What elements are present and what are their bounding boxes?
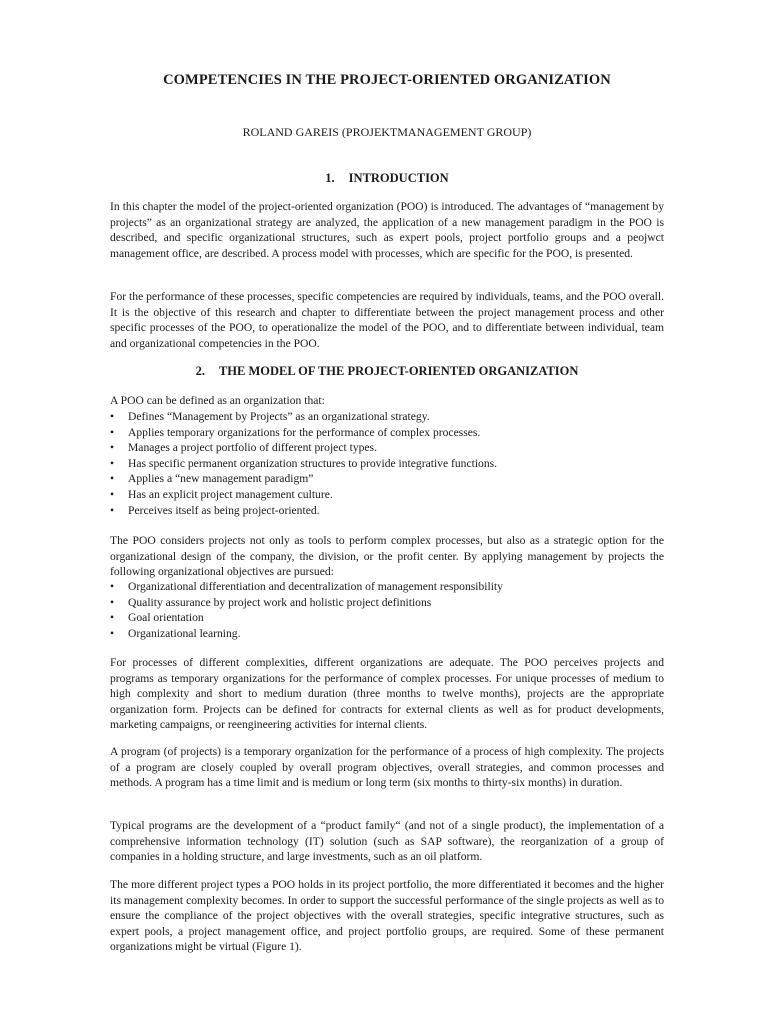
- section-2-heading: [110, 364, 664, 379]
- bullet-icon: •: [110, 410, 115, 423]
- section-2-paragraph-complexity: For processes of different complexities, different organizations are adequate. The POO perceives projects and programs as temporary organizations for the performance of complex processes. For unique processes of medium to high complexity and short to medium duration (three months to twelve months), projects are the appropriate organization form. Projects can be defined for contracts for external clients as well as for product developments, marketing campaigns, or reengineering activities for internal clients.: [110, 656, 664, 732]
- section-2-number: 2.: [195, 364, 205, 378]
- list-item: • Has specific permanent organization structures to provide integrative functions.: [110, 456, 498, 470]
- section-1-number: 1.: [325, 171, 335, 185]
- list-item: • Manages a project portfolio of different project types.: [110, 441, 377, 455]
- bullet-icon: •: [110, 472, 115, 486]
- list-item: • Applies a “new management paradigm”: [110, 472, 314, 486]
- list-item: • Applies temporary organizations for the performance of complex processes.: [110, 425, 481, 439]
- list-item: • Organizational differentiation and decentralization of management responsibility: [110, 580, 503, 593]
- section-2-intro: A POO can be defined as an organization that:: [110, 394, 325, 407]
- poo-definition-list: [110, 409, 664, 518]
- section-2-paragraph-portfolio: The more different project types a POO holds in its project portfolio, the more differentiated it becomes and the higher its management complexity becomes. In order to support the successful performance of the single projects as well as to ensure the compliance of the project objectives with the overall strategies, specific integrative structures, such as expert pools, a project management office, and project portfolio groups, are required. Some of these permanent organizations might be virtual (Figure 1).: [110, 878, 664, 954]
- bullet-icon: •: [110, 487, 115, 501]
- section-2-paragraph-typical-programs: Typical programs are the development of a “product family“ (and not of a single product), the implementation of a comprehensive information technology (IT) solution (such as SAP software), the reorganization of a group of companies in a holding structure, and large investments, such as an oil platform.: [110, 819, 664, 864]
- document-title: COMPETENCIES IN THE PROJECT-ORIENTED ORGANIZATION: [163, 72, 611, 88]
- section-1-paragraph-1: In this chapter the model of the project-oriented organization (POO) is introduced. The advantages of “management by projects” as an organizational strategy are analyzed, the application of a new management paradigm in the POO is described, and specific organizational structures, such as expert pools, project portfolio groups and a peojwct management office, are described. A process model with processes, which are specific for the POO, is presented.: [110, 200, 664, 260]
- section-2-title: THE MODEL OF THE PROJECT-ORIENTED ORGANIZATION: [218, 364, 579, 378]
- section-2-objectives-paragraph: The POO considers projects not only as tools to perform complex processes, but also as a strategic option for the organizational design of the company, the division, or the profit center. By applying management by projects the following organizational objectives are pursued:: [110, 534, 664, 579]
- list-item: • Quality assurance by project work and holistic project definitions: [110, 595, 432, 609]
- list-item: • Goal orientation: [110, 611, 204, 625]
- list-item: • Defines “Management by Projects” as an organizational strategy.: [110, 410, 430, 423]
- section-1-heading: [110, 171, 664, 186]
- list-item: • Has an explicit project management culture.: [110, 487, 333, 501]
- bullet-icon: •: [110, 441, 115, 455]
- bullet-icon: •: [110, 626, 115, 640]
- bullet-icon: •: [110, 595, 115, 609]
- list-item: • Perceives itself as being project-oriented.: [110, 503, 320, 517]
- bullet-icon: •: [110, 580, 115, 593]
- bullet-icon: •: [110, 503, 115, 517]
- list-item: • Organizational learning.: [110, 626, 241, 640]
- section-2-paragraph-program: A program (of projects) is a temporary organization for the performance of a process of high complexity. The projects of a program are closely coupled by overall program objectives, overall strategies, and common processes and methods. A program has a time limit and is medium or long term (six months to thirty-six months) in duration.: [110, 745, 664, 790]
- organizational-objectives-list: [110, 579, 664, 641]
- bullet-icon: •: [110, 425, 115, 439]
- section-1-title: INTRODUCTION: [348, 171, 449, 185]
- bullet-icon: •: [110, 456, 115, 470]
- section-1-paragraph-2: For the performance of these processes, specific competencies are required by individuals, teams, and the POO overall. It is the objective of this research and chapter to differentiate between the project management process and other specific processes of the POO, to operationalize the model of the POO, and to differentiate between individual, team and organizational competencies in the POO.: [110, 290, 664, 350]
- bullet-icon: •: [110, 611, 115, 625]
- document-author: ROLAND GAREIS (PROJEKTMANAGEMENT GROUP): [242, 125, 532, 139]
